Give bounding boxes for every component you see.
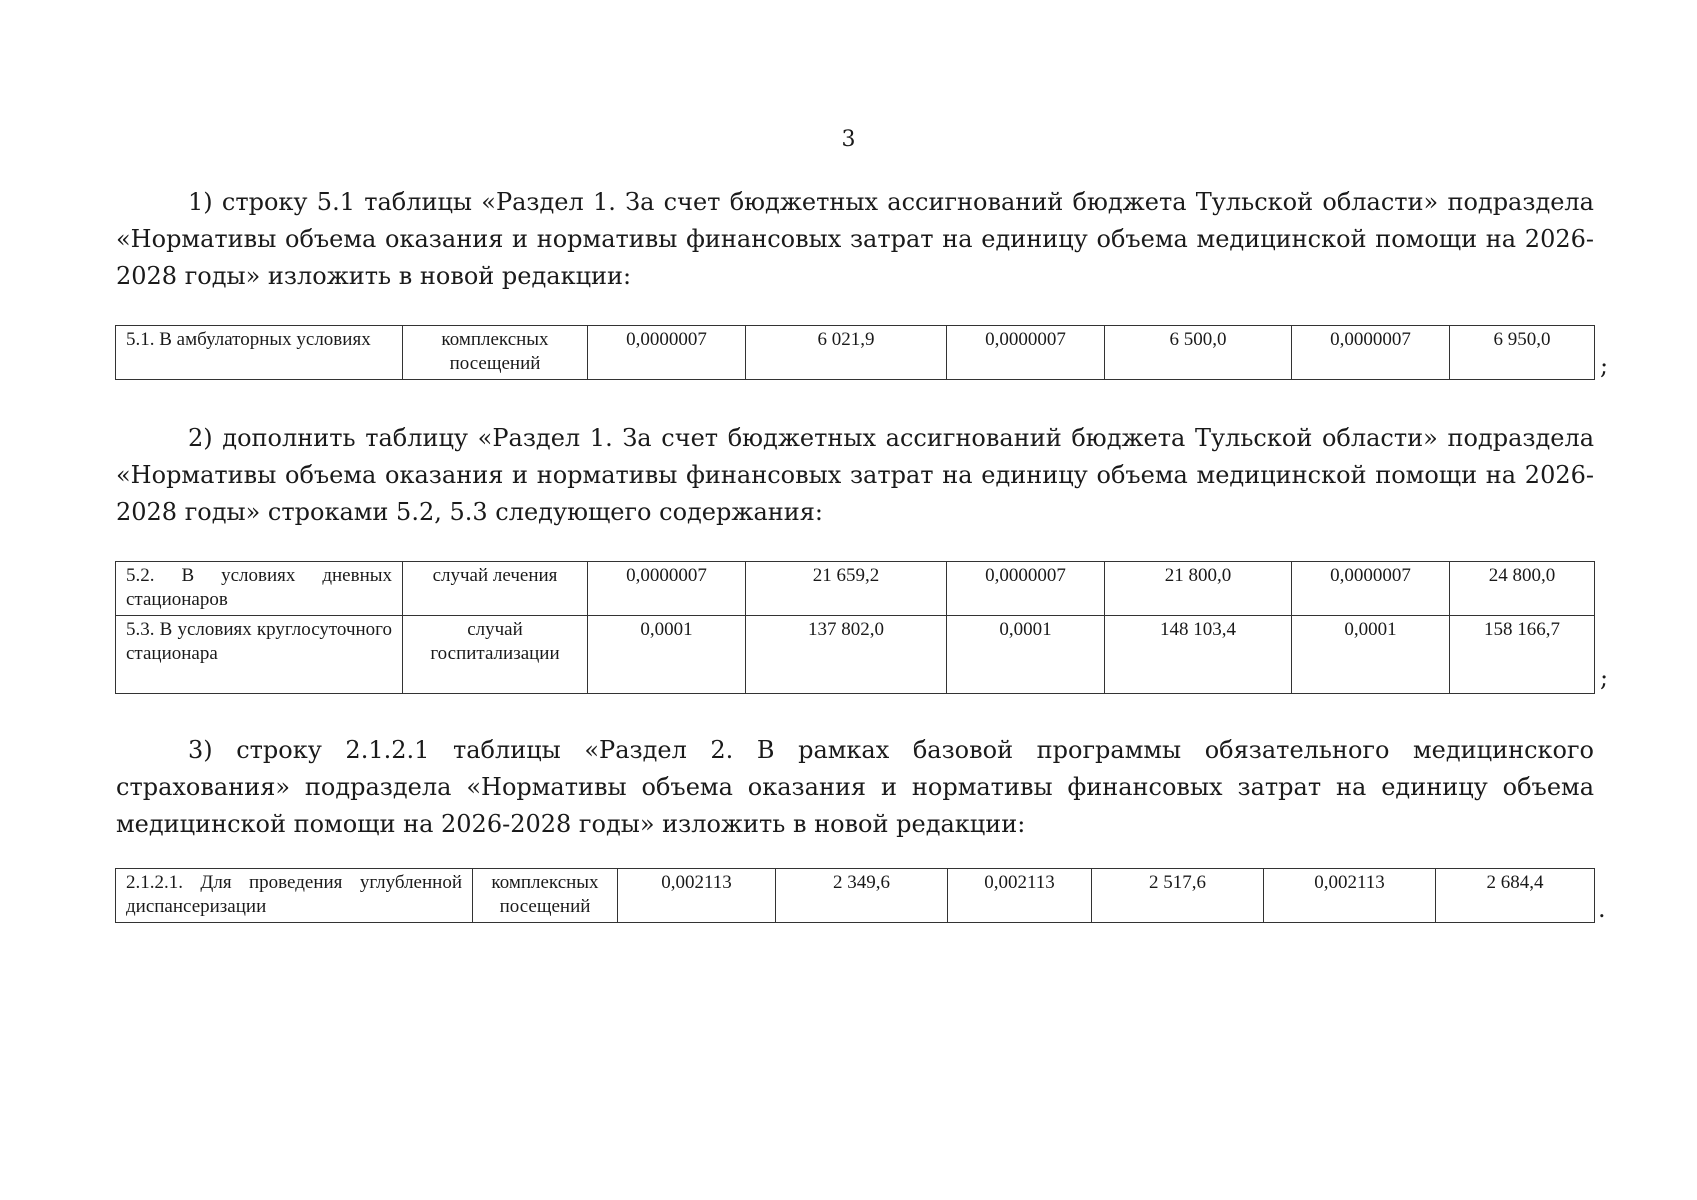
amendment-paragraph-3 [116, 732, 1594, 843]
volume-2028-cell: 0,0001 [1292, 616, 1450, 694]
table-3-end-mark: . [1598, 895, 1606, 923]
unit-cell: случай лечения [403, 562, 588, 616]
cost-2026-cell: 137 802,0 [746, 616, 947, 694]
cost-2027-cell: 6 500,0 [1105, 326, 1292, 380]
volume-2028-cell: 0,0000007 [1292, 562, 1450, 616]
volume-2027-cell: 0,002113 [948, 869, 1092, 923]
row-name-cell: 5.2. В условиях дневных стационаров [116, 562, 403, 616]
cost-2028-cell: 158 166,7 [1450, 616, 1595, 694]
amendment-paragraph-2 [116, 420, 1594, 531]
paragraph-text: 1) строку 5.1 таблицы «Раздел 1. За счет бюджетных ассигнований бюджета Тульской области» подраздела «Нормативы объема оказания и нормативы финансовых затрат на единицу объема медицинской помощи на 2026-2028 годы» изложить в новой редакции: [116, 188, 1594, 290]
table-2-end-mark: ; [1600, 664, 1609, 692]
cost-2027-cell: 2 517,6 [1092, 869, 1264, 923]
row-name-cell: 5.3. В условиях круглосуточного стационара [116, 616, 403, 694]
row-name-cell: 5.1. В амбулаторных условиях [116, 326, 403, 380]
amendment-table-3 [115, 868, 1595, 923]
volume-2026-cell: 0,0000007 [588, 562, 746, 616]
amendment-table-1 [115, 325, 1595, 380]
unit-cell: комплексных посещений [403, 326, 588, 380]
amendment-paragraph-1 [116, 184, 1594, 295]
paragraph-text: 3) строку 2.1.2.1 таблицы «Раздел 2. В рамках базовой программы обязательного медицинского страхования» подраздела «Нормативы объема оказания и нормативы финансовых затрат на единицу объема медицинской помощи на 2026-2028 годы» изложить в новой редакции: [116, 736, 1594, 838]
cost-2028-cell: 24 800,0 [1450, 562, 1595, 616]
table-row [116, 616, 1595, 694]
cost-2027-cell: 21 800,0 [1105, 562, 1292, 616]
cost-2027-cell: 148 103,4 [1105, 616, 1292, 694]
table-row [116, 562, 1595, 616]
cost-2026-cell: 21 659,2 [746, 562, 947, 616]
cost-2026-cell: 6 021,9 [746, 326, 947, 380]
cost-2026-cell: 2 349,6 [776, 869, 948, 923]
unit-cell: случай госпитализации [403, 616, 588, 694]
volume-2026-cell: 0,002113 [618, 869, 776, 923]
table-row [116, 869, 1595, 923]
volume-2026-cell: 0,0000007 [588, 326, 746, 380]
page-number: 3 [841, 127, 856, 152]
volume-2027-cell: 0,0001 [947, 616, 1105, 694]
volume-2028-cell: 0,0000007 [1292, 326, 1450, 380]
cost-2028-cell: 2 684,4 [1436, 869, 1595, 923]
volume-2027-cell: 0,0000007 [947, 326, 1105, 380]
volume-2026-cell: 0,0001 [588, 616, 746, 694]
table-1-end-mark: ; [1600, 352, 1609, 380]
row-name-cell: 2.1.2.1. Для проведения углубленной диспансеризации [116, 869, 473, 923]
unit-cell: комплексных посещений [473, 869, 618, 923]
volume-2028-cell: 0,002113 [1264, 869, 1436, 923]
paragraph-text: 2) дополнить таблицу «Раздел 1. За счет бюджетных ассигнований бюджета Тульской области» подраздела «Нормативы объема оказания и нормативы финансовых затрат на единицу объема медицинской помощи на 2026-2028 годы» строками 5.2, 5.3 следующего содержания: [116, 424, 1594, 526]
volume-2027-cell: 0,0000007 [947, 562, 1105, 616]
amendment-table-2 [115, 561, 1595, 694]
table-row [116, 326, 1595, 380]
cost-2028-cell: 6 950,0 [1450, 326, 1595, 380]
